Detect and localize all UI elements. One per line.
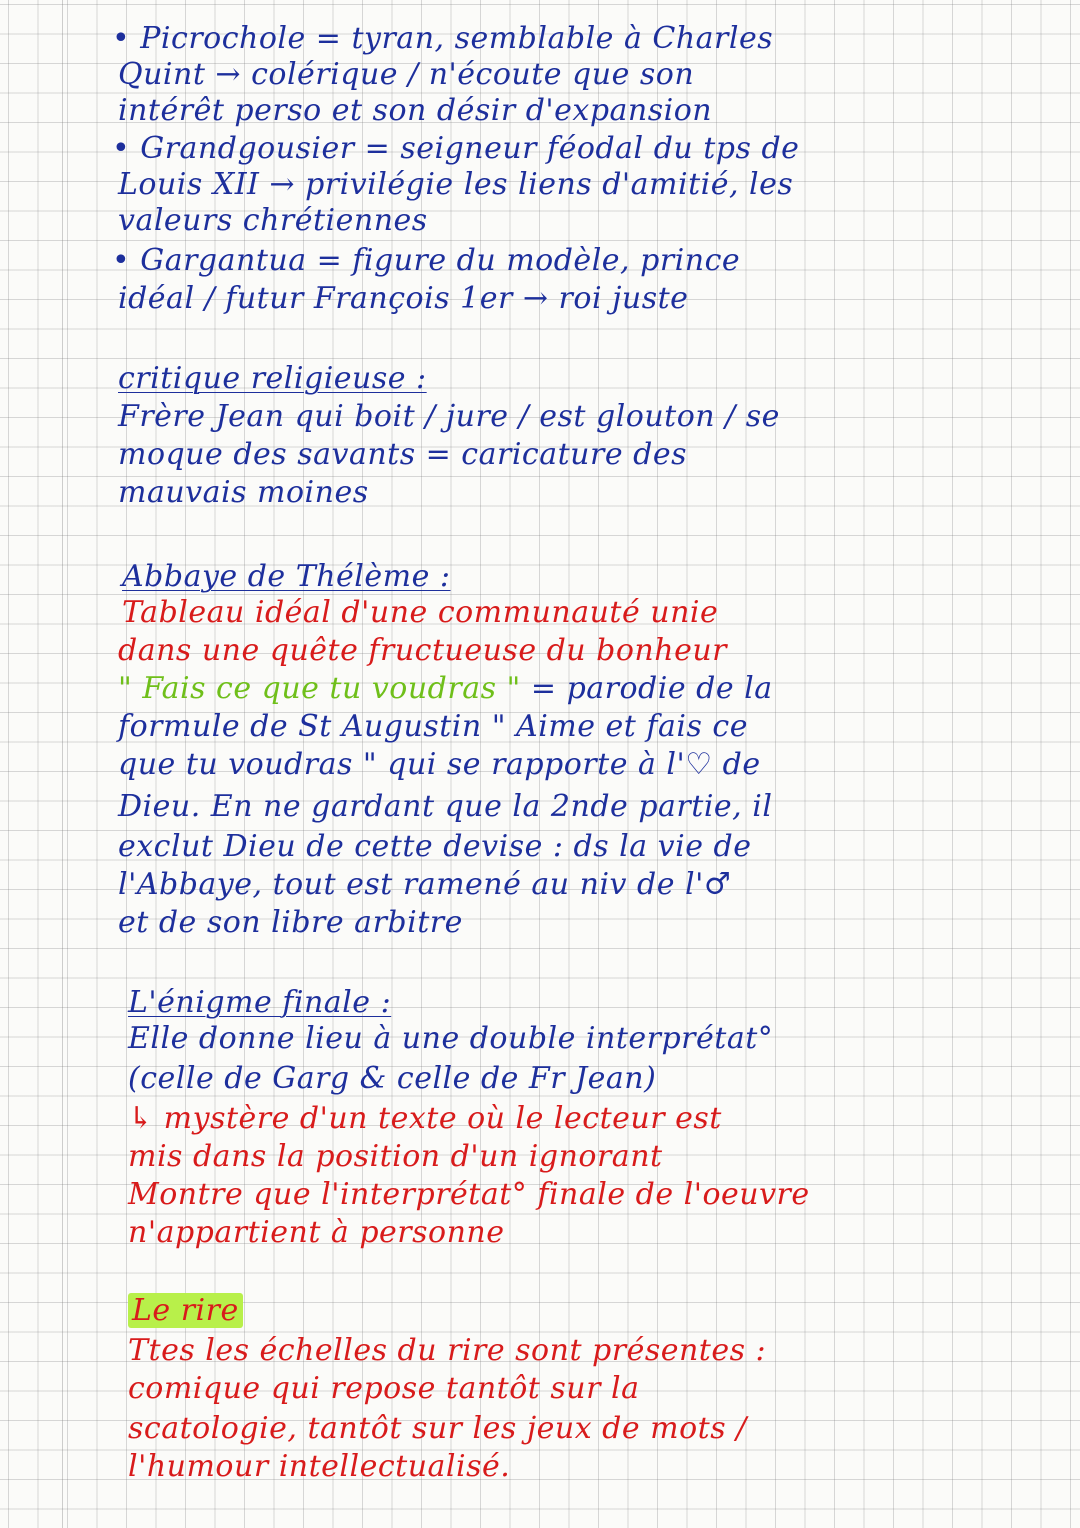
quote-line (118, 672, 773, 706)
section-heading-highlighted (128, 1294, 243, 1328)
text-line: Louis XII → privilégie les liens d'amitié, les (118, 167, 794, 202)
text-line: • Gargantua = figure du modèle, prince (112, 243, 741, 278)
text-line: mis dans la position d'un ignorant (128, 1139, 663, 1174)
text-line: idéal / futur François 1er → roi juste (118, 281, 689, 316)
text-line: dans une quête fructueuse du bonheur (118, 633, 727, 668)
text-line: Dieu. En ne gardant que la 2nde partie, il (118, 789, 773, 824)
text-line: comique qui repose tantôt sur la (128, 1371, 640, 1406)
text-line: mauvais moines (118, 475, 369, 510)
text-line: moque des savants = caricature des (118, 437, 687, 472)
text-line: que tu voudras " qui se rapporte à l'♡ de (118, 747, 761, 782)
text-line: valeurs chrétiennes (118, 203, 428, 238)
text-line: Ttes les échelles du rire sont présentes : (128, 1333, 767, 1368)
text-line: • Grandgousier = seigneur féodal du tps de (112, 131, 800, 166)
text-line: intérêt perso et son désir d'expansion (118, 93, 713, 128)
text-line: l'Abbaye, tout est ramené au niv de l'♂ (118, 867, 732, 902)
text-fragment: = parodie de la (530, 671, 773, 706)
thelema-motto: " Fais ce que tu voudras " (118, 671, 521, 706)
section-heading: critique religieuse : (118, 361, 427, 396)
text-line: et de son libre arbitre (118, 905, 463, 940)
text-line: ↳ mystère d'un texte où le lecteur est (128, 1101, 722, 1136)
text-line: Elle donne lieu à une double interprétat° (128, 1021, 774, 1056)
text-line: l'humour intellectualisé. (128, 1449, 511, 1484)
section-heading: Abbaye de Thélème : (122, 559, 451, 594)
text-line: Montre que l'interprétat° finale de l'oeuvre (128, 1177, 810, 1212)
text-line: Frère Jean qui boit / jure / est glouton / se (118, 399, 780, 434)
section-heading: Le rire (128, 1293, 243, 1328)
text-line: Quint → colérique / n'écoute que son (118, 57, 695, 92)
text-line: exclut Dieu de cette devise : ds la vie de (118, 829, 752, 864)
text-line: (celle de Garg & celle de Fr Jean) (128, 1061, 657, 1096)
text-line: scatologie, tantôt sur les jeux de mots / (128, 1411, 747, 1446)
text-line: n'appartient à personne (128, 1215, 505, 1250)
section-heading: L'énigme finale : (128, 985, 392, 1020)
notebook-margin-line (62, 0, 63, 1528)
text-line: Tableau idéal d'une communauté unie (122, 595, 719, 630)
text-line: formule de St Augustin " Aime et fais ce (118, 709, 748, 744)
text-line: • Picrochole = tyran, semblable à Charles (112, 21, 774, 56)
